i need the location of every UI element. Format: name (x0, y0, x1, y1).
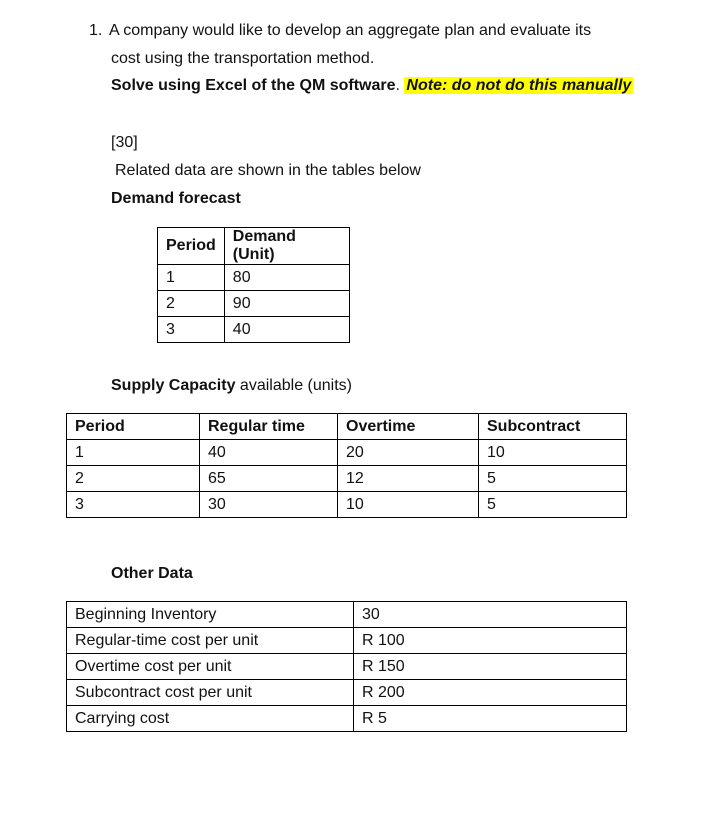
table-row (67, 492, 627, 518)
table-cell: 2 (158, 291, 225, 317)
table-cell: 5 (479, 466, 627, 492)
table-row (67, 440, 627, 466)
table-cell: 80 (224, 265, 349, 291)
table-row (67, 628, 627, 654)
column-header: Period (158, 228, 225, 265)
note-highlight: Note: do not do this manually (406, 77, 632, 94)
header-row (158, 228, 350, 265)
table-cell: 30 (354, 602, 627, 628)
other-data-table (66, 601, 627, 732)
instruction-text: Solve using Excel of the QM software (111, 77, 396, 94)
supply-title-rest: available (units) (235, 377, 352, 394)
table-cell: 10 (338, 492, 479, 518)
table-cell: R 150 (354, 654, 627, 680)
table-cell: 20 (338, 440, 479, 466)
table-cell: 12 (338, 466, 479, 492)
header-row (67, 414, 627, 440)
table-row (158, 291, 350, 317)
table-cell: 3 (158, 317, 225, 343)
table-cell: R 100 (354, 628, 627, 654)
table-row (67, 654, 627, 680)
table-row (67, 706, 627, 732)
demand-table (157, 227, 350, 343)
table-cell: Overtime cost per unit (67, 654, 354, 680)
table-cell: 30 (200, 492, 338, 518)
table-cell: Carrying cost (67, 706, 354, 732)
question-line-1: A company would like to develop an aggregate plan and evaluate its (109, 22, 592, 39)
instruction-period: . (395, 77, 400, 94)
table-cell: R 5 (354, 706, 627, 732)
table-cell: 90 (224, 291, 349, 317)
column-header: Overtime (338, 414, 479, 440)
table-cell: 40 (200, 440, 338, 466)
question-line-2: cost using the transportation method. (111, 50, 375, 67)
table-cell: 3 (67, 492, 200, 518)
marks: [30] (111, 134, 138, 151)
column-header: Regular time (200, 414, 338, 440)
table-cell: Subcontract cost per unit (67, 680, 354, 706)
table-row (158, 317, 350, 343)
table-cell: 40 (224, 317, 349, 343)
table-cell: R 200 (354, 680, 627, 706)
table-row (67, 602, 627, 628)
table-cell: Beginning Inventory (67, 602, 354, 628)
instruction-line (111, 77, 633, 95)
other-title: Other Data (111, 565, 193, 582)
supply-table (66, 413, 627, 518)
table-cell: Regular-time cost per unit (67, 628, 354, 654)
demand-title: Demand forecast (111, 190, 241, 207)
table-row (67, 466, 627, 492)
table-cell: 5 (479, 492, 627, 518)
table-cell: 10 (479, 440, 627, 466)
table-row (158, 265, 350, 291)
table-cell: 1 (67, 440, 200, 466)
supply-title (111, 377, 352, 395)
table-cell: 1 (158, 265, 225, 291)
column-header: Demand (Unit) (224, 228, 349, 265)
table-cell: 2 (67, 466, 200, 492)
table-cell: 65 (200, 466, 338, 492)
column-header: Period (67, 414, 200, 440)
table-row (67, 680, 627, 706)
question-number: 1. (89, 22, 103, 39)
column-header: Subcontract (479, 414, 627, 440)
supply-title-bold: Supply Capacity (111, 377, 236, 394)
related-text: Related data are shown in the tables below (115, 162, 421, 179)
